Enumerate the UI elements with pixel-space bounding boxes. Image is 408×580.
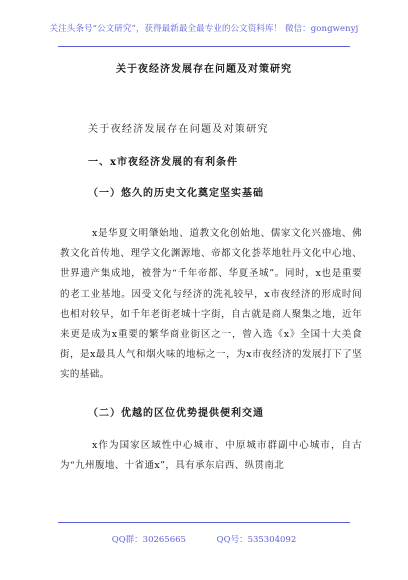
footer-divider	[58, 522, 350, 523]
header-promo-note: 关注头条号“公文研究”，获得最新最全最专业的公文资料库！ 微信：gongwenyj	[49, 24, 359, 34]
body-paragraph-1: x是华夏文明肇始地、道教文化创始地、儒家文化兴盛地、佛教文化首传地、理学文化渊源地、帝都文化荟萃地牡丹文化中心地、世界遗产集成地，被誉为“千年帝都、华夏圣城”。同时，x也是重要的老工业基地。因受文化与经济的洗礼较早，x市夜经济的形成时间也相对较早，如千年老街老城十字街，自古就是商人聚集之地，近年来更是成为x重要的繁华商业街区之一，曾入选《x》全国十大美食街，是x最具人气和烟火味的地标之一，为x市夜经济的发展打下了坚实的基础。	[60, 228, 362, 381]
footer-qq-number: QQ号：535304092	[216, 535, 297, 545]
section-heading-1: 一、x市夜经济发展的有利条件	[88, 157, 238, 168]
subsection-heading-2: （二）优越的区位优势提供便利交通	[88, 408, 264, 419]
footer-qq-group: QQ群：30265665	[111, 535, 186, 545]
header-divider	[58, 46, 350, 47]
document-title: 关于夜经济发展存在问题及对策研究	[116, 64, 292, 75]
footer-contact	[0, 533, 408, 545]
body-paragraph-2: x作为国家区域性中心城市、中原城市群副中心城市，自古为“九州腹地、十省通x”，具有承东启西、纵贯南北	[60, 440, 362, 472]
subsection-heading-1: （一）悠久的历史文化奠定坚实基础	[88, 188, 264, 199]
document-subtitle: 关于夜经济发展存在问题及对策研究	[88, 124, 269, 135]
